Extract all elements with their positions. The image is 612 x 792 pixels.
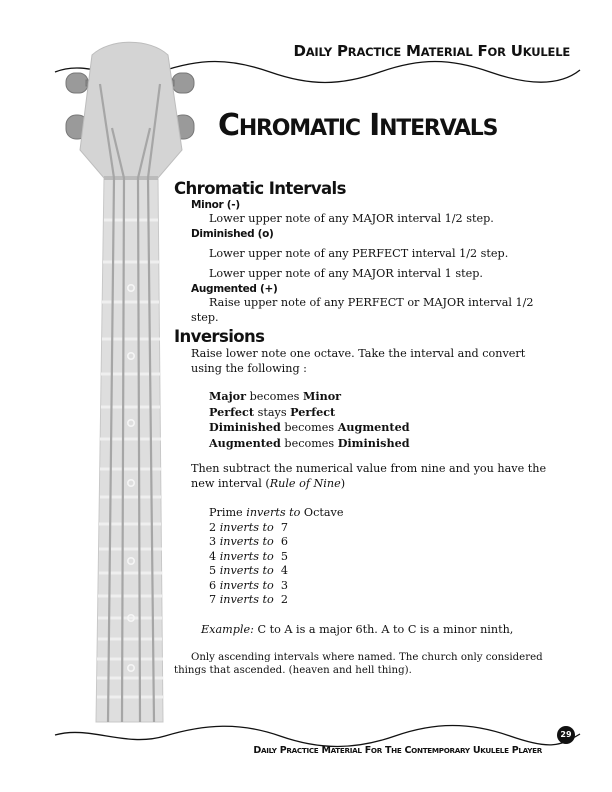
text-augmented: Raise upper note of any PERFECT or MAJOR interval 1/2 step. (191, 296, 534, 324)
label-minor: Minor (-) (191, 199, 240, 211)
label-augmented: Augmented (+) (191, 283, 278, 295)
inversion-row: 6 inverts to 3 (209, 578, 289, 592)
bottom-wave-line (55, 726, 580, 747)
rule-row: Major becomes Minor (209, 389, 342, 403)
headstock (80, 42, 182, 178)
page-number: 29 (557, 726, 575, 744)
subtract-paragraph: Then subtract the numerical value from nine and you have the new interval (Rule of Nine) (191, 462, 547, 490)
running-header: DAILY PRACTICE MATERIAL FOR UKULELE (293, 42, 570, 60)
inversion-row: 7 inverts to 2 (209, 593, 289, 606)
text-diminished-2: Lower upper note of any MAJOR interval 1 step. (209, 267, 483, 280)
label-diminished: Diminished (o) (191, 228, 274, 240)
text-diminished-1: Lower upper note of any PERFECT interval 1/2 step. (209, 247, 509, 260)
inversion-row: 4 inverts to 5 (209, 549, 289, 563)
inversion-row: 5 inverts to 4 (209, 564, 289, 577)
inversion-row: 2 inverts to 7 (209, 520, 289, 534)
text-minor: Lower upper note of any MAJOR interval 1/2 step. (209, 212, 494, 225)
section-heading-inversions: Inversions (174, 327, 265, 346)
ascending-note: Only ascending intervals where named. The church only considered things that ascended. (heaven and hell thing). (174, 652, 543, 676)
running-footer: DAILY PRACTICE MATERIAL FOR THE CONTEMPORARY UKULELE PLAYER (253, 745, 542, 756)
inversion-rules-list (209, 389, 410, 451)
nut (104, 176, 158, 180)
rule-row: Perfect stays Perfect (209, 404, 336, 419)
page-title: CHROMATIC INTERVALS (218, 108, 498, 143)
rule-row: Diminished becomes Augmented (209, 420, 410, 434)
section-heading-chromatic: Chromatic Intervals (174, 179, 346, 198)
inversions-intro: Raise lower note one octave. Take the interval and convert using the following : (191, 347, 526, 375)
inversions-table (209, 506, 343, 608)
inversion-row: Prime inverts to Octave (209, 506, 344, 519)
rule-row: Augmented becomes Diminished (209, 435, 410, 450)
example-line: Example: C to A is a major 6th. A to C is a minor ninth, (201, 623, 514, 636)
inversion-row: 3 inverts to 6 (209, 535, 289, 548)
